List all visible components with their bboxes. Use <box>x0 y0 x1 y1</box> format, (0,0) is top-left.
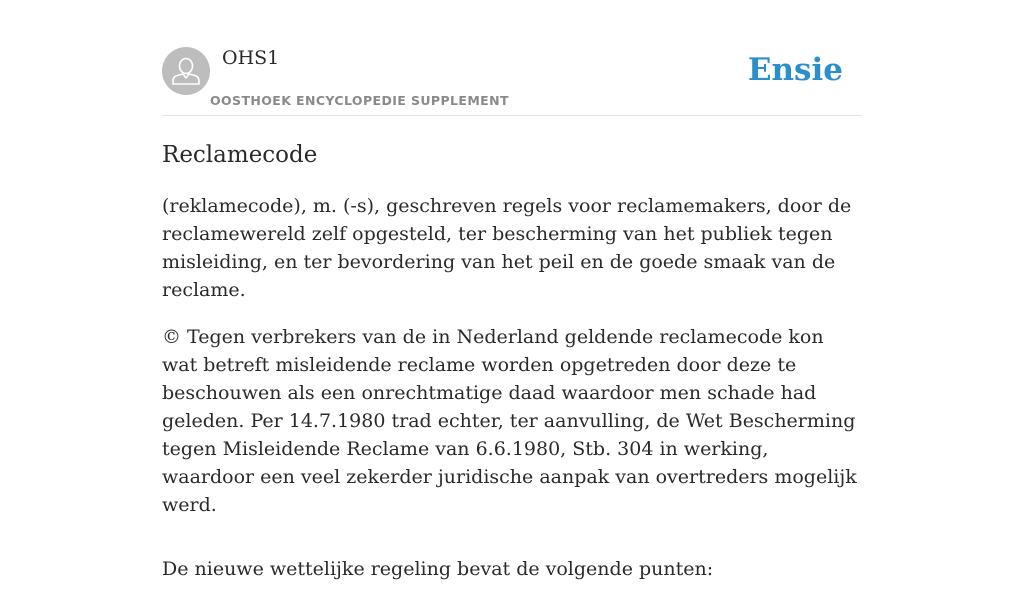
article-title: Reclamecode <box>162 142 318 168</box>
source-name[interactable]: OOSTHOEK ENCYCLOPEDIE SUPPLEMENT <box>210 93 509 108</box>
source-code[interactable]: OHS1 <box>222 47 280 69</box>
article-paragraph: De nieuwe wettelijke regeling bevat de volgende punten: <box>162 558 714 580</box>
article-body <box>162 192 862 602</box>
brand-logo-link[interactable]: Ensie <box>747 52 843 88</box>
article-paragraph: (reklamecode), m. (-s), geschreven regels voor reclamemakers, door de reclamewereld zelf opgesteld, ter bescherming van het publiek tegen misleiding, en ter bevordering van het peil en de goede smaak van de reclame. <box>162 195 852 301</box>
article-paragraph: © Tegen verbrekers van de in Nederland geldende reclamecode kon wat betreft misleidende reclame worden opgetreden door deze te beschouwen als een onrechtmatige daad waardoor men schade had geleden. Per 14.7.1980 trad echter, ter aanvulling, de Wet Bescherming tegen Misleidende Reclame van 6.6.1980, Stb. 304 in werking, waardoor een veel zekerder juridische aanpak van overtreders mogelijk werd. <box>162 326 857 516</box>
page-container <box>162 0 862 580</box>
header <box>162 0 862 116</box>
user-avatar-icon[interactable] <box>162 47 210 95</box>
